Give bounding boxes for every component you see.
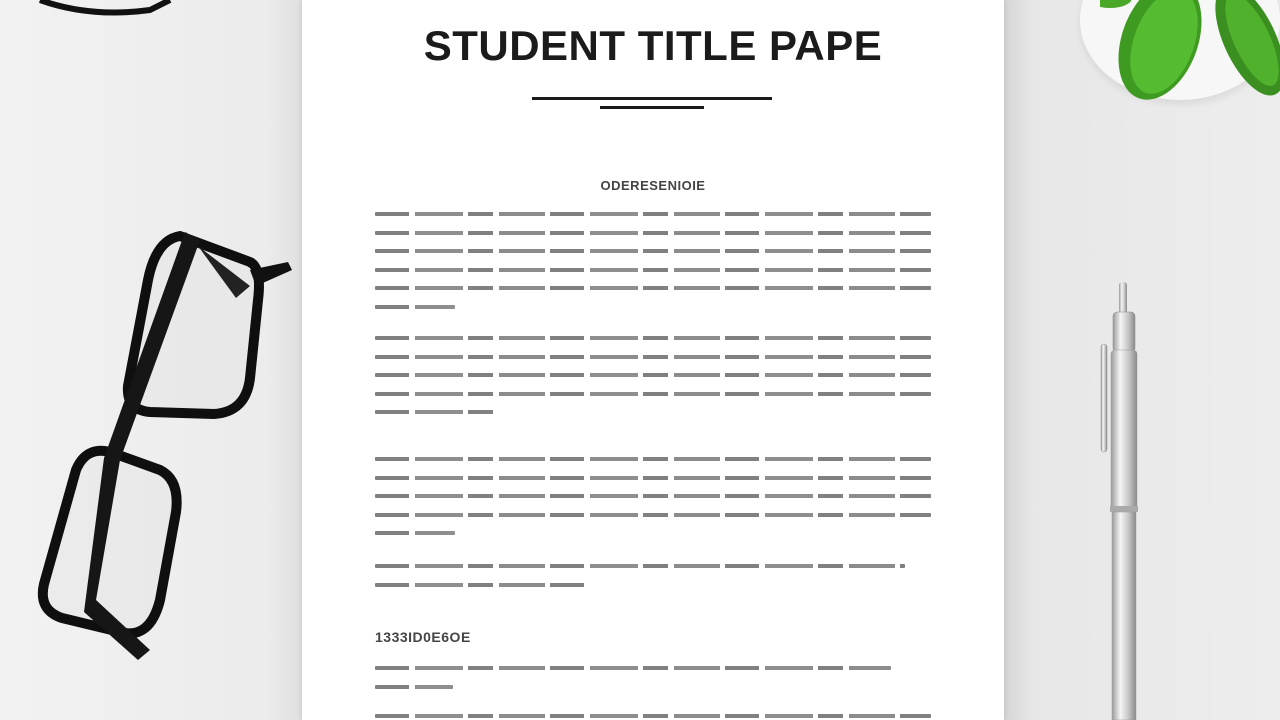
eyeglasses-icon <box>0 0 300 720</box>
paper-shadow-right <box>1004 0 1034 720</box>
text-line <box>375 231 931 235</box>
section-heading: 1333ID0E6OE <box>375 629 471 645</box>
text-line <box>375 457 931 461</box>
paragraph-1 <box>375 212 931 323</box>
text-line <box>375 249 931 253</box>
paragraph-2 <box>375 336 931 429</box>
page-title: STUDENT TITLE PAPE <box>423 22 883 69</box>
text-line <box>375 410 495 414</box>
text-line <box>375 583 585 587</box>
text-line <box>375 531 455 535</box>
text-line <box>375 714 931 718</box>
text-line <box>375 392 931 396</box>
text-line <box>375 212 931 216</box>
text-line <box>375 513 931 517</box>
title-underline-short <box>600 106 704 109</box>
paragraph-5 <box>375 666 931 703</box>
text-line <box>375 336 931 340</box>
pen-icon <box>1098 282 1148 720</box>
page-subheading: ODERESENIOIE <box>600 178 706 193</box>
text-line <box>375 268 931 272</box>
text-line <box>375 564 905 568</box>
text-line <box>375 494 931 498</box>
document-page <box>302 0 1004 720</box>
text-line <box>375 666 891 670</box>
title-underline-long <box>532 97 772 100</box>
text-line <box>375 355 931 359</box>
paragraph-6 <box>375 714 931 720</box>
potted-plant-icon <box>1100 0 1280 130</box>
paragraph-3 <box>375 457 931 550</box>
text-line <box>375 373 931 377</box>
text-line <box>375 476 931 480</box>
text-line <box>375 685 453 689</box>
text-line <box>375 305 455 309</box>
text-line <box>375 286 931 290</box>
paragraph-4 <box>375 564 931 601</box>
